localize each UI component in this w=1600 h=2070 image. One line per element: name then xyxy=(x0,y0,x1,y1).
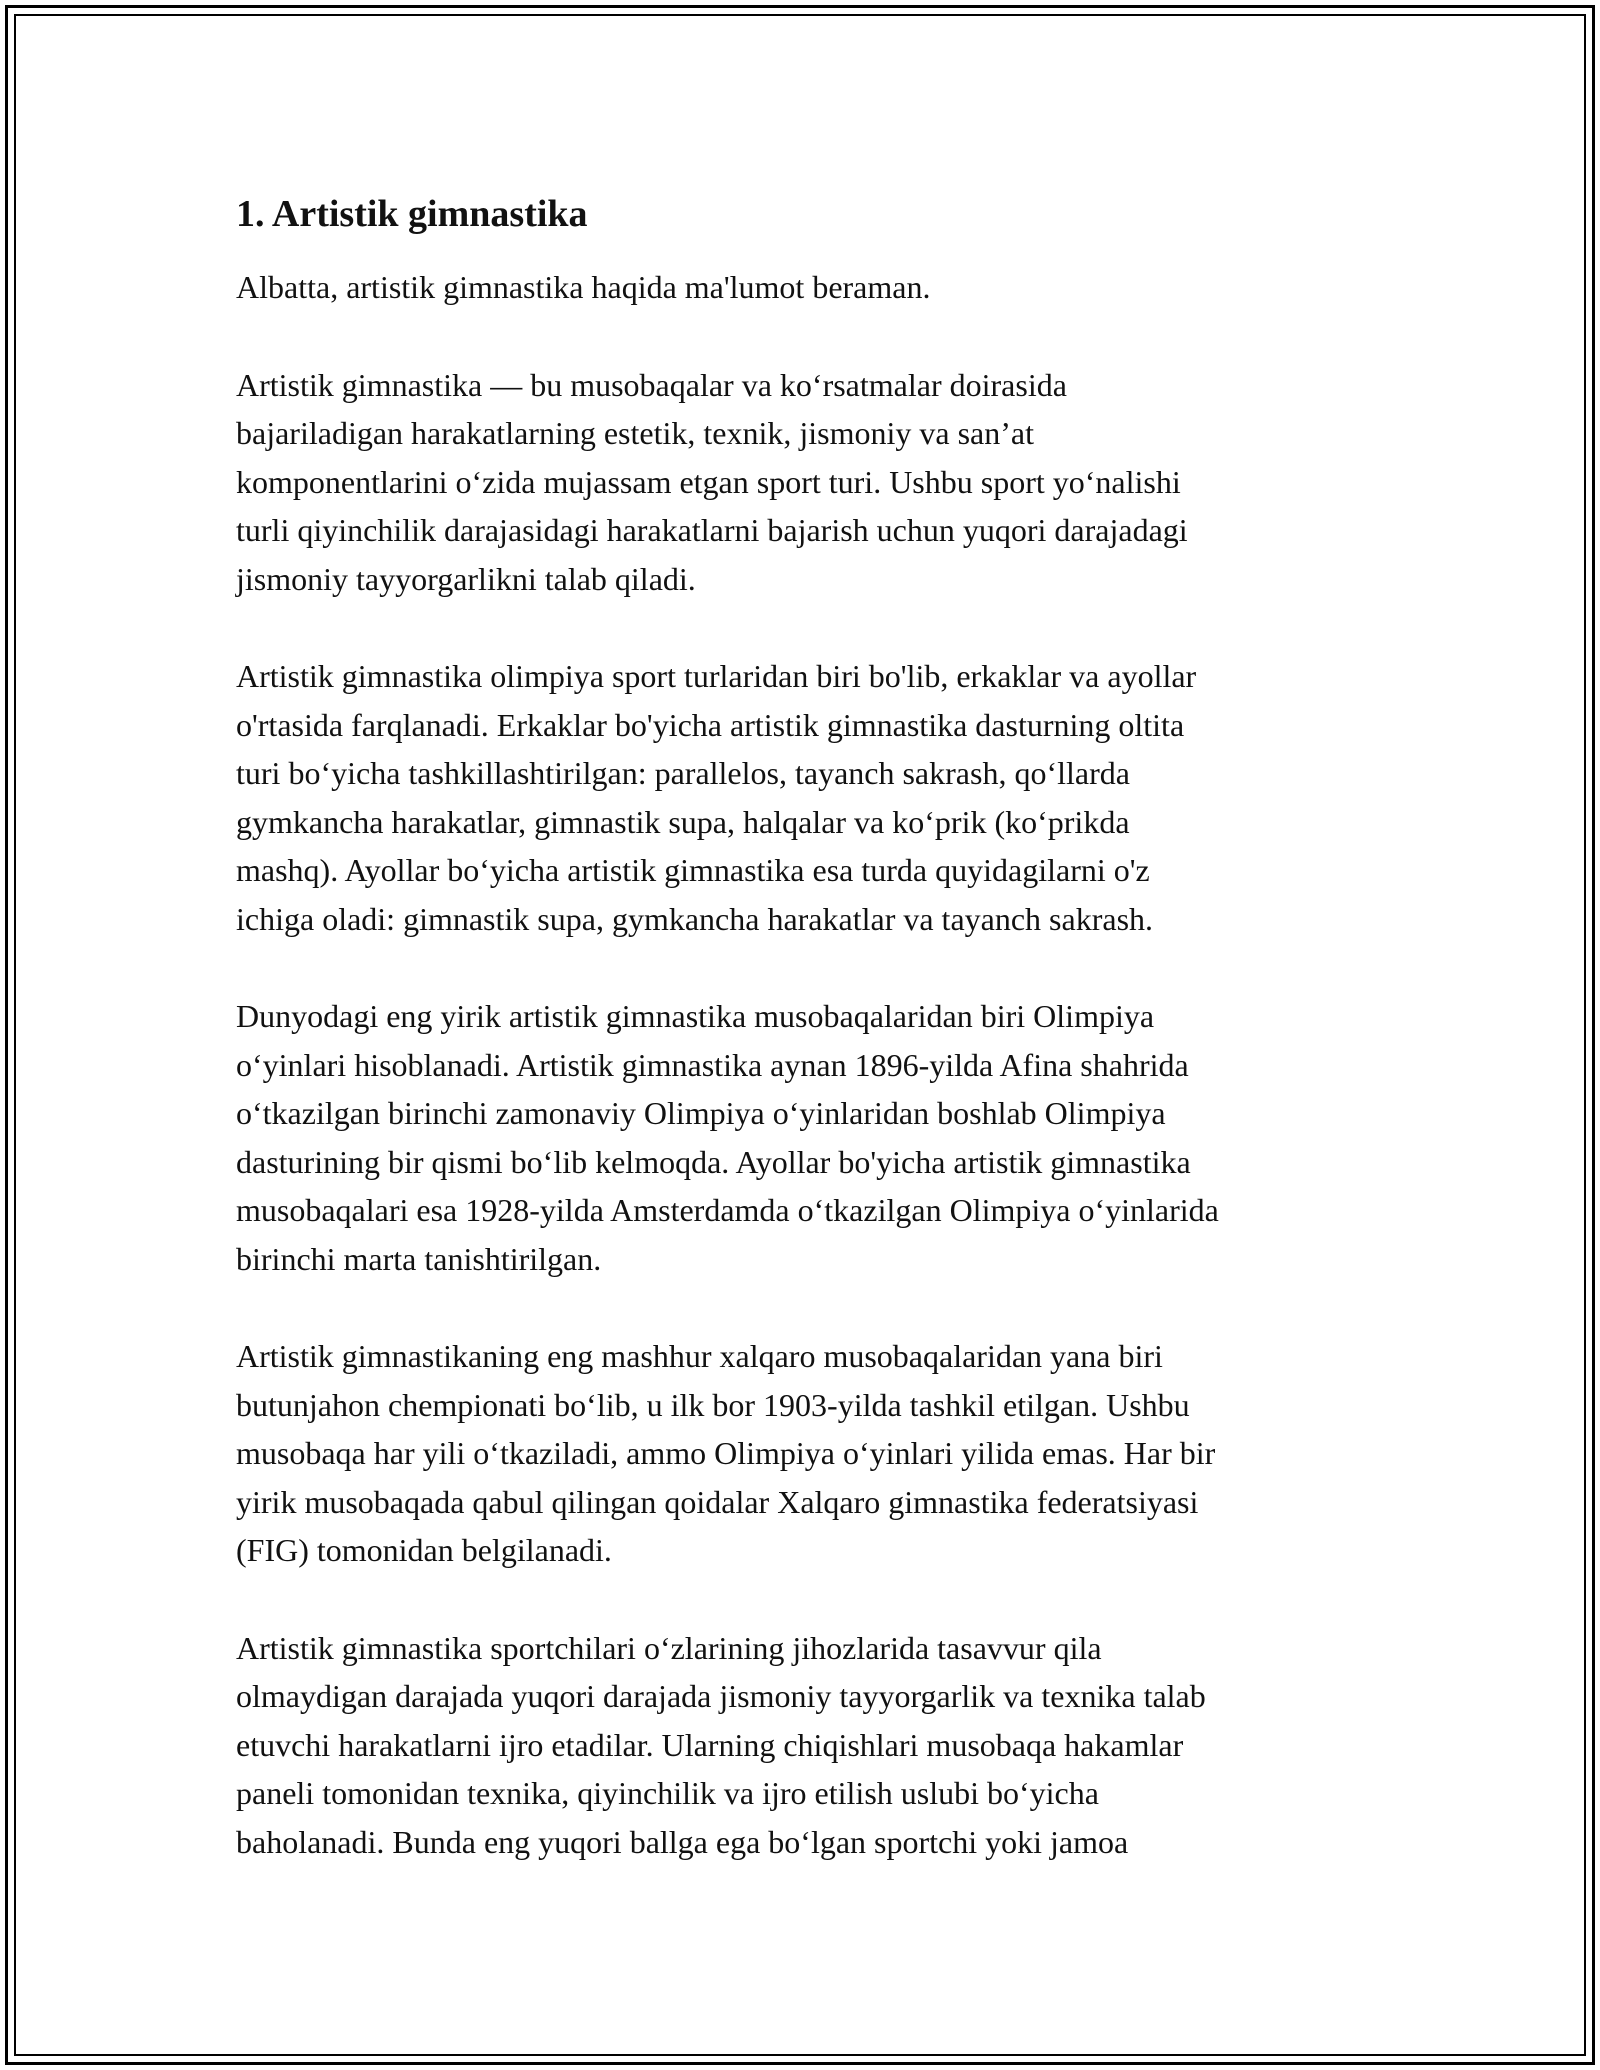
text-line: bajariladigan harakatlarning estetik, texnik, jismoniy va san’at xyxy=(236,415,1034,451)
text-line: Artistik gimnastika — bu musobaqalar va ko‘rsatmalar doirasida xyxy=(236,366,1067,403)
text-line: jismoniy tayyorgarlikni talab qiladi. xyxy=(236,560,696,597)
paragraph-olympic-disciplines xyxy=(236,652,1416,943)
text-line: olmaydigan darajada yuqori darajada jismoniy tayyorgarlik va texnika talab xyxy=(236,1678,1206,1714)
text-line: dasturining bir qismi bo‘lib kelmoqda. Ayollar bo'yicha artistik gimnastika xyxy=(236,1143,1191,1180)
text-line: mashq). Ayollar bo‘yicha artistik gimnastika esa turda quyidagilarni o'z xyxy=(236,852,1150,888)
text-line: Artistik gimnastikaning eng mashhur xalqaro musobaqalaridan yana biri xyxy=(236,1338,1163,1374)
text-line: Dunyodagi eng yirik artistik gimnastika musobaqalaridan biri Olimpiya xyxy=(236,998,1155,1034)
text-line: musobaqa har yili o‘tkaziladi, ammo Olimpiya o‘yinlari yilida emas. Har bir xyxy=(236,1435,1216,1471)
text-line: o'rtasida farqlanadi. Erkaklar bo'yicha artistik gimnastika dasturning oltita xyxy=(236,706,1185,743)
text-line: baholanadi. Bunda eng yuqori ballga ega bo‘lgan sportchi yoki jamoa xyxy=(236,1823,1129,1860)
text-line: (FIG) tomonidan belgilanadi. xyxy=(236,1532,612,1568)
text-line: etuvchi harakatlarni ijro etadilar. Ularning chiqishlari musobaqa hakamlar xyxy=(236,1726,1184,1763)
paragraph-intro xyxy=(236,263,1416,312)
text-line: Artistik gimnastika olimpiya sport turlaridan biri bo'lib, erkaklar va ayollar xyxy=(236,658,1197,694)
text-line: Artistik gimnastika sportchilari o‘zlarining jihozlarida tasavvur qila xyxy=(236,1629,1102,1666)
paragraph-athletes-judging xyxy=(236,1624,1416,1867)
text-line: birinchi marta tanishtirilgan. xyxy=(236,1240,602,1277)
text-line: musobaqalari esa 1928-yilda Amsterdamda o‘tkazilgan Olimpiya o‘yinlarida xyxy=(236,1192,1219,1228)
text-line: paneli tomonidan texnika, qiyinchilik va ijro etilish uslubi bo‘yicha xyxy=(236,1775,1099,1811)
paragraph-world-championship xyxy=(236,1332,1416,1575)
text-line: butunjahon chempionati bo‘lib, u ilk bor 1903-yilda tashkil etilgan. Ushbu xyxy=(236,1386,1190,1423)
paragraph-olympic-history xyxy=(236,992,1416,1283)
text-line: o‘yinlari hisoblanadi. Artistik gimnastika aynan 1896-yilda Afina shahrida xyxy=(236,1046,1189,1083)
document-title: 1. Artistik gimnastika xyxy=(236,193,588,235)
text-line: yirik musobaqada qabul qilingan qoidalar Xalqaro gimnastika federatsiyasi xyxy=(236,1483,1199,1520)
text-line: ichiga oladi: gimnastik supa, gymkancha harakatlar va tayanch sakrash. xyxy=(236,900,1154,937)
document-body xyxy=(236,188,1416,1915)
text-line: turi bo‘yicha tashkillashtirilgan: parallelos, tayanch sakrash, qo‘llarda xyxy=(236,755,1130,791)
text-line: komponentlarini o‘zida mujassam etgan sport turi. Ushbu sport yo‘nalishi xyxy=(236,463,1181,500)
paragraph-definition xyxy=(236,361,1416,604)
text-line: turli qiyinchilik darajasidagi harakatlarni bajarish uchun yuqori darajadagi xyxy=(236,512,1188,548)
text-line: o‘tkazilgan birinchi zamonaviy Olimpiya o‘yinlaridan boshlab Olimpiya xyxy=(236,1095,1166,1131)
text-line: Albatta, artistik gimnastika haqida ma'lumot beraman. xyxy=(236,269,931,305)
text-line: gymkancha harakatlar, gimnastik supa, halqalar va ko‘prik (ko‘prikda xyxy=(236,803,1130,840)
